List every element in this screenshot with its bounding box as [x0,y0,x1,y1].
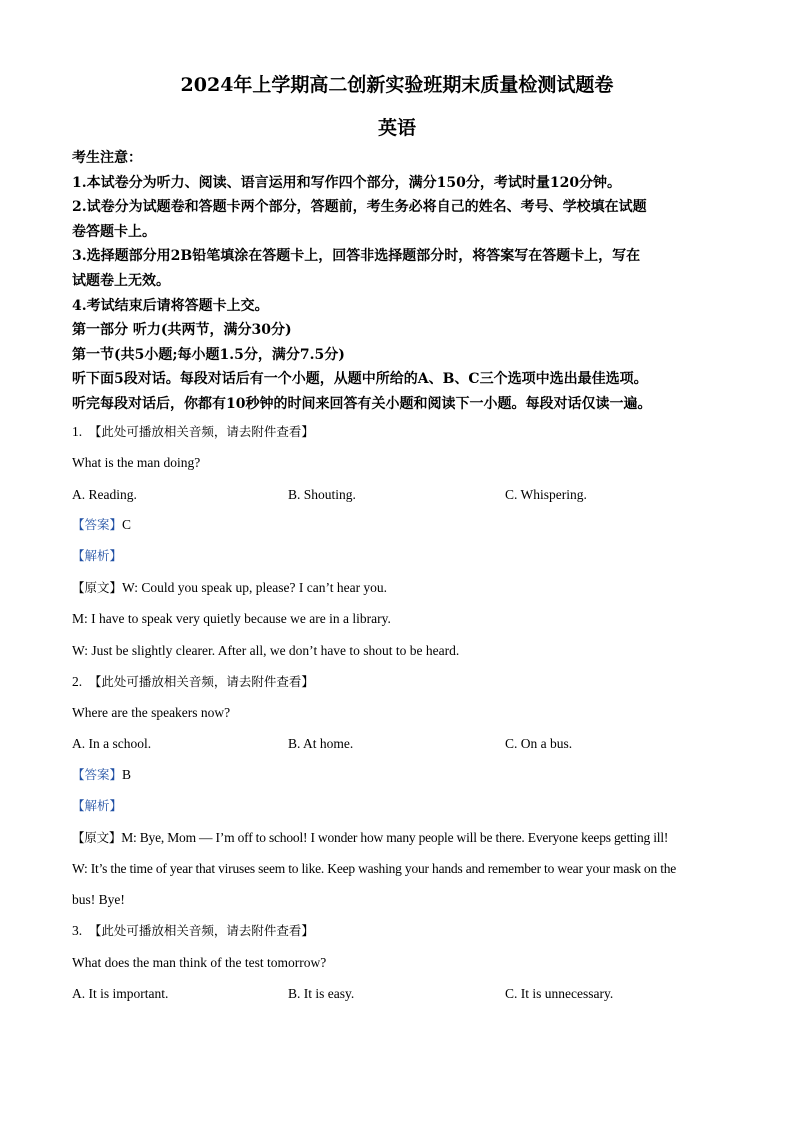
audio-note-link[interactable]: 【此处可播放相关音频，请去附件查看】 [88,923,314,938]
question-3-option-c: C. It is unnecessary. [505,986,614,1001]
question-2-transcript-line: W: It’s the time of year that viruses seem to like. Keep washing your hands and remember to wear your mask on the [72,861,677,876]
notice-item: 2.试卷分为试题卷和答题卡两个部分，答题前，考生务必将自己的姓名、考号、学校填在试题 [72,199,647,216]
question-2-option-a: A. In a school. [72,736,152,751]
section-heading: 第一节(共5小题;每小题1.5分，满分7.5分) [72,346,345,363]
answer-label: 【答案】 [72,517,123,532]
answer-value: B [122,767,132,782]
question-2-option-b: B. At home. [288,736,354,751]
question-1-header [72,423,732,441]
question-1-option-c: C. Whispering. [505,487,587,502]
question-2-answer [72,766,131,784]
notice-item: 3.选择题部分用2B铅笔填涂在答题卡上，回答非选择题部分时，将答案写在答题卡上，写在 [72,248,641,265]
question-1-transcript-line: M: I have to speak very quietly because we are in a library. [72,611,391,626]
notice-item: 卷答题卡上。 [72,223,156,240]
question-2-option-c: C. On a bus. [505,736,573,751]
question-number: 2. [72,674,83,689]
question-number: 1. [72,424,83,439]
audio-note-link[interactable]: 【此处可播放相关音频，请去附件查看】 [88,424,314,439]
instruction-line: 听完每段对话后，你都有10秒钟的时间来回答有关小题和阅读下一小题。每段对话仅读一遍。 [72,395,652,412]
question-number: 3. [72,923,83,938]
question-1-option-b: B. Shouting. [288,487,356,502]
question-3-header [72,922,732,940]
question-2-transcript-line [72,829,732,847]
notice-item: 1.本试卷分为听力、阅读、语言运用和写作四个部分，满分150分，考试时量120分钟。 [72,174,622,191]
answer-label: 【答案】 [72,767,123,782]
transcript-text: W: Could you speak up, please? I can’t hear you. [122,580,388,595]
question-3-option-a: A. It is important. [72,986,169,1001]
transcript-text: M: Bye, Mom — I’m off to school! I wonder how many people will be there. Everyone keeps getting ill! [121,830,669,845]
question-3-option-b: B. It is easy. [288,986,355,1001]
audio-note-link[interactable]: 【此处可播放相关音频，请去附件查看】 [88,674,314,689]
notice-item: 4.考试结束后请将答题卡上交。 [72,297,269,314]
question-1-transcript-line: W: Just be slightly clearer. After all, we don’t have to shout to be heard. [72,643,460,658]
question-2-stem: Where are the speakers now? [72,705,231,720]
question-1-option-a: A. Reading. [72,487,137,502]
answer-value: C [122,517,132,532]
question-2-analysis-label: 【解析】 [72,798,123,813]
question-2-header [72,673,732,691]
question-1-stem: What is the man doing? [72,455,201,470]
question-1-transcript-line [72,579,732,597]
notice-item: 试题卷上无效。 [72,272,170,289]
subject-title: 英语 [377,117,416,139]
source-label: 【原文】 [72,580,123,595]
question-1-answer [72,516,131,534]
question-1-analysis-label: 【解析】 [72,548,123,563]
instruction-line: 听下面5段对话。每段对话后有一个小题，从题中所给的A、B、C三个选项中选出最佳选项。 [72,371,648,388]
question-3-stem: What does the man think of the test tomorrow? [72,955,327,970]
source-label: 【原文】 [72,830,122,845]
question-2-transcript-line: bus! Bye! [72,892,125,907]
exam-title: 2024年上学期高二创新实验班期末质量检测试题卷 [180,74,614,96]
notice-heading: 考生注意： [72,150,142,166]
exam-notice [72,146,724,417]
part-heading: 第一部分 听力(共两节，满分30分) [72,322,292,339]
